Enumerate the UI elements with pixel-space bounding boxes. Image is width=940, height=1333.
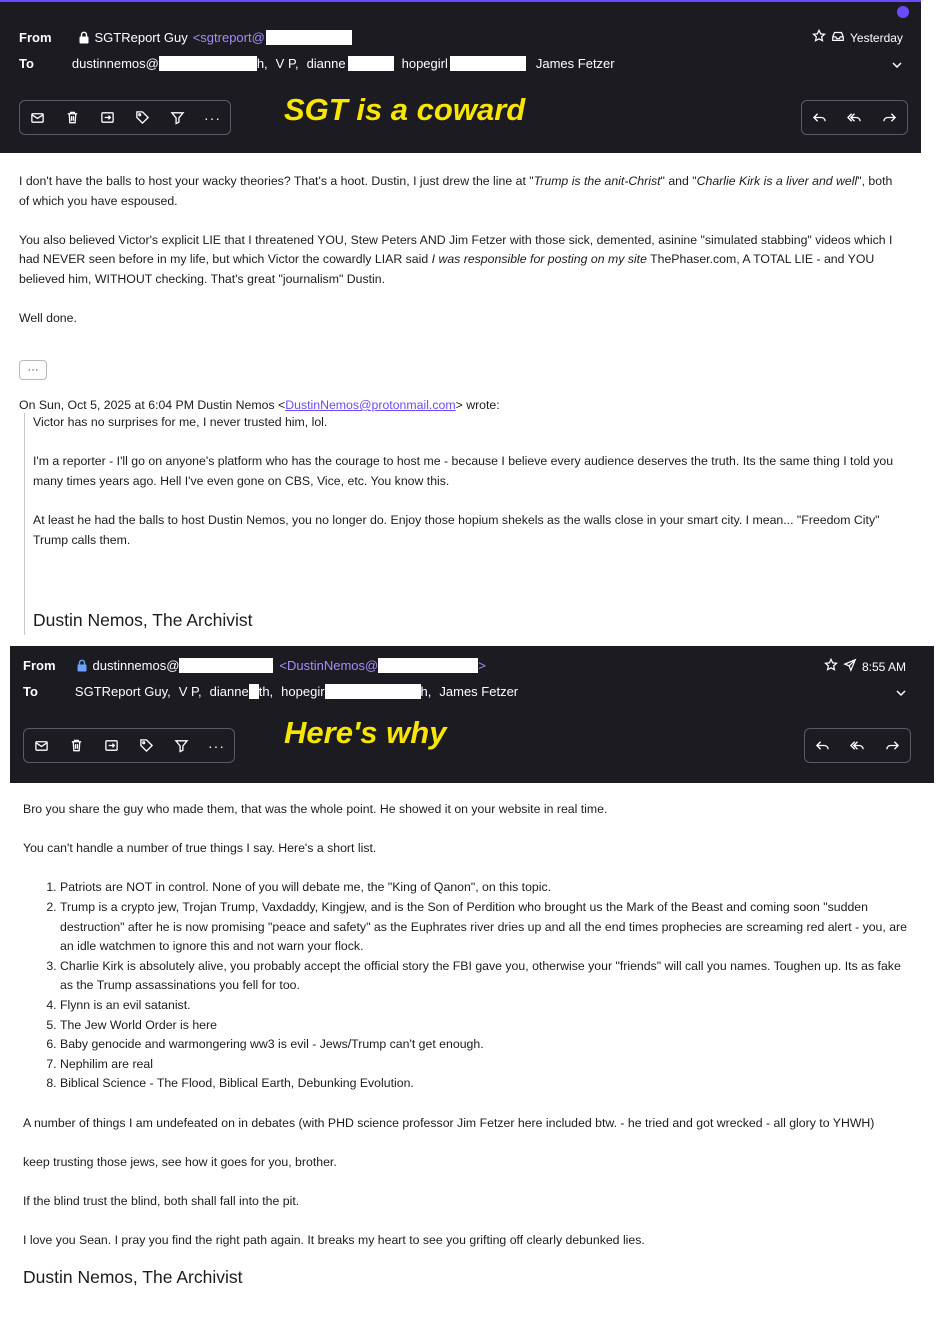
reply-button[interactable] [805, 729, 840, 762]
signature: Dustin Nemos, The Archivist [23, 1267, 243, 1288]
message-toolbar [19, 100, 231, 135]
lock-icon [76, 659, 88, 672]
forward-button[interactable] [872, 101, 907, 134]
redaction-box [348, 56, 394, 71]
more-button[interactable]: ··· [208, 737, 225, 754]
lock-icon [78, 31, 90, 44]
redaction-box [179, 658, 273, 673]
signature: Dustin Nemos, The Archivist [33, 610, 253, 630]
quote-paragraph: I'm a reporter - I'll go on anyone's platform who has the courage to host me - because I believe every audience deserves the truth. Its the same thing I told you many times years ago. Hell I've even gone on CBS, Vice, etc. You know this. [33, 454, 894, 488]
quoted-message [24, 413, 910, 635]
redaction-box [159, 56, 257, 71]
show-quoted-button[interactable]: ··· [19, 360, 47, 380]
move-button[interactable] [90, 101, 125, 134]
redaction-box [325, 684, 421, 699]
from-label: From [19, 30, 52, 45]
body-paragraph: keep trusting those jews, see how it goes for you, brother. [23, 1154, 337, 1169]
quote-paragraph: Victor has no surprises for me, I never trusted him, lol. [33, 415, 328, 429]
list-item: 5. The Jew World Order is here [60, 1016, 913, 1036]
email-header-1 [0, 0, 921, 153]
mark-unread-button[interactable] [24, 729, 59, 762]
list-item: 6. Baby genocide and warmongering ww3 is evil - Jews/Trump can't get enough. [60, 1035, 913, 1055]
list-item: 1. Patriots are NOT in control. None of you will debate me, the "King of Qanon", on this topic. [60, 878, 913, 898]
recipient[interactable]: V P, [275, 56, 299, 71]
page-margin [921, 153, 940, 646]
star-icon[interactable] [812, 29, 831, 46]
body-paragraph: You can't handle a number of true things I say. Here's a short list. [23, 841, 377, 856]
sender-address[interactable]: <DustinNemos@ [279, 658, 379, 673]
chevron-down-icon[interactable] [891, 58, 903, 70]
quote-attribution: On Sun, Oct 5, 2025 at 6:04 PM Dustin Nemos <DustinNemos@protonmail.com> wrote: [19, 398, 500, 412]
recipient[interactable]: V P, [178, 684, 202, 699]
recipient[interactable]: hopegirl [401, 56, 448, 71]
label-button[interactable] [125, 101, 160, 134]
sent-icon [843, 658, 862, 675]
list-item: 4. Flynn is an evil satanist. [60, 996, 913, 1016]
body-paragraph: A number of things I am undefeated on in debates (with PHD science professor Jim Fetzer here included btw. - he tried and got wrecked - all glory to YHWH) [23, 1115, 875, 1130]
overlay-caption: SGT is a coward [284, 92, 526, 127]
list-item: 2. Trump is a crypto jew, Trojan Trump, Vaxdaddy, Kingjew, and is the Son of Perdition who brought us the Mark of the Beast and coming soon "sudden destruction" after he is now promising "peace and safety" as the Euphrates river dries up and all the end times prophecies are screaming red alert - you, are an idle watchmen to ignore this and not warn your flock. [60, 898, 913, 957]
sender-address[interactable]: <sgtreport@ [192, 30, 265, 45]
claims-list [60, 878, 913, 1094]
sender-name[interactable]: SGTReport Guy [94, 30, 188, 45]
list-item: 7. Nephilim are real [60, 1055, 913, 1075]
star-icon[interactable] [824, 658, 843, 675]
recipient[interactable]: h, [420, 684, 432, 699]
list-item: 8. Biblical Science - The Flood, Biblical Earth, Debunking Evolution. [60, 1074, 913, 1094]
body-paragraph: I don't have the balls to host your wacky theories? That's a hoot. Dustin, I just drew the line at "Trump is the anit-Christ" and "Charlie Kirk is a liver and well", both of which you have espoused. [19, 174, 893, 208]
recipient[interactable]: dianne [306, 56, 346, 71]
recipient[interactable]: h, [256, 56, 268, 71]
reply-all-button[interactable] [837, 101, 872, 134]
trash-button[interactable] [59, 729, 94, 762]
recipient[interactable]: th, [258, 684, 274, 699]
recipient[interactable]: James Fetzer [439, 684, 519, 699]
overlay-caption: Here's why [284, 715, 447, 750]
email-header-2 [10, 646, 934, 783]
trash-button[interactable] [55, 101, 90, 134]
reply-button[interactable] [802, 101, 837, 134]
email-link[interactable]: DustinNemos@protonmail.com [285, 398, 456, 412]
to-label: To [23, 684, 38, 699]
message-toolbar [23, 728, 235, 763]
recipient[interactable]: dustinnemos@ [71, 56, 159, 71]
email-date: Yesterday [850, 30, 903, 45]
quote-paragraph: At least he had the balls to host Dustin Nemos, you no longer do. Enjoy those hopium shekels as the walls close in your smart city. I mean... "Freedom City" Trump calls them. [33, 512, 880, 547]
sender-name[interactable]: dustinnemos@ [92, 658, 180, 673]
redaction-box [249, 684, 259, 699]
filter-button[interactable] [164, 729, 199, 762]
reply-toolbar [804, 728, 911, 763]
redaction-box [450, 56, 526, 71]
label-button[interactable] [129, 729, 164, 762]
move-button[interactable] [94, 729, 129, 762]
email-body-1 [19, 172, 899, 348]
recipient[interactable]: James Fetzer [535, 56, 615, 71]
email-time: 8:55 AM [862, 659, 907, 674]
reply-toolbar [801, 100, 908, 135]
list-item: 3. Charlie Kirk is absolutely alive, you probably accept the official story the FBI gave you, otherwise your "friends" will call you names. Toughen up. Its as fake as the Trump assassinations you fell for too. [60, 957, 913, 996]
reply-all-button[interactable] [840, 729, 875, 762]
recipient[interactable]: dianne [209, 684, 249, 699]
body-paragraph: If the blind trust the blind, both shall fall into the pit. [23, 1193, 300, 1208]
filter-button[interactable] [160, 101, 195, 134]
body-paragraph: Well done. [19, 311, 77, 326]
redaction-box [378, 658, 478, 673]
to-label: To [19, 56, 34, 71]
redaction-box [266, 30, 352, 45]
from-label: From [23, 658, 56, 673]
shield-icon [897, 6, 909, 18]
forward-button[interactable] [875, 729, 910, 762]
body-paragraph: Bro you share the guy who made them, that was the whole point. He showed it on your website in real time. [23, 802, 608, 816]
more-button[interactable]: ··· [204, 109, 221, 126]
sender-address-end: > [478, 658, 486, 673]
inbox-icon [831, 29, 850, 46]
chevron-down-icon[interactable] [895, 686, 907, 698]
body-paragraph: You also believed Victor's explicit LIE that I threatened YOU, Stew Peters AND Jim Fetzer with those sick, demented, asinine "simulated stabbing" videos which I had NEVER seen before in my life, but which Victor the cowardly LIAR said I was responsible for posting on my site ThePhaser.com, A TOTAL LIE - and YOU believed him, WITHOUT checking. That's great "journalism" Dustin. [19, 232, 893, 286]
mark-unread-button[interactable] [20, 101, 55, 134]
recipient[interactable]: SGTReport Guy, [74, 684, 171, 699]
body-paragraph: I love you Sean. I pray you find the right path again. It breaks my heart to see you grifting off clearly debunked lies. [23, 1233, 645, 1248]
email-body-2 [23, 800, 913, 1288]
recipient[interactable]: hopegir [281, 684, 325, 699]
